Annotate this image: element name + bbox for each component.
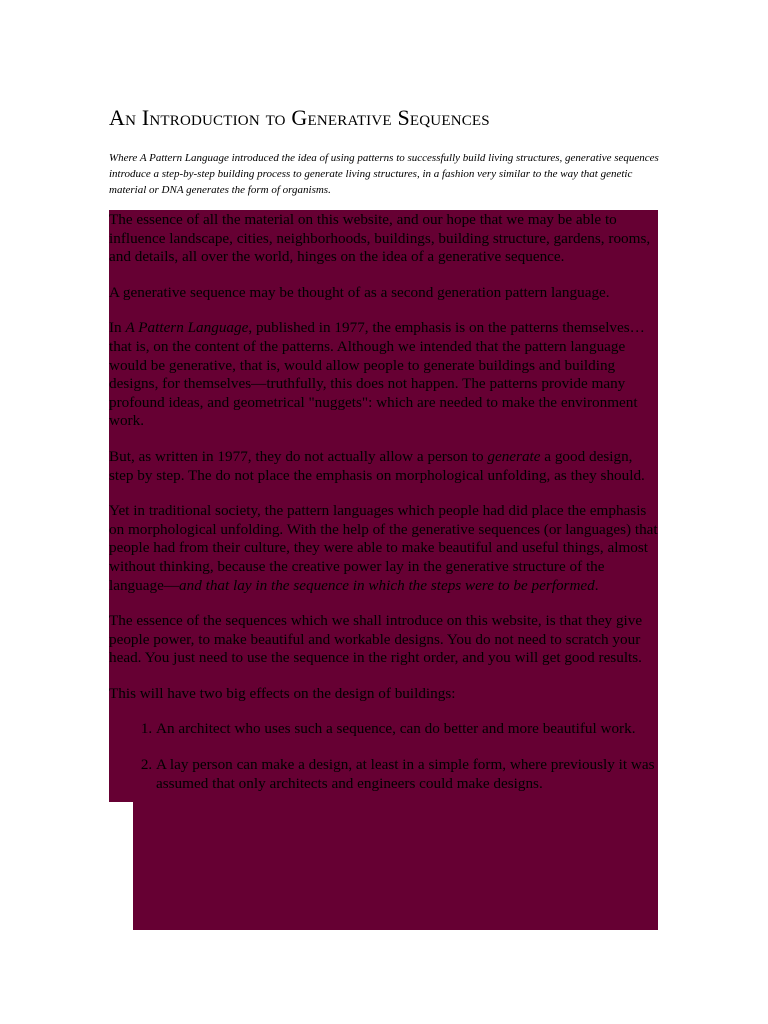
paragraph-1: The essence of all the material on this website, and our hope that we may be able to influence landscape, cities, neighborhoods, buildings, building structure, gardens, rooms, and details, all over the world, hinges on the idea of a generative sequence. xyxy=(109,211,651,266)
page-subtitle: Where A Pattern Language introduced the idea of using patterns to successfully build living structures, generative sequences introduce a step-by-step building process to generate living structures, in a fashion very similar to the way that genetic material or DNA generates the form of organisms. xyxy=(109,152,659,196)
paragraph-5 xyxy=(109,502,658,595)
list-indent-cutout xyxy=(109,802,133,930)
article-body xyxy=(109,211,658,810)
sequence-emphasis: and that lay in the sequence in which the steps were to be performed xyxy=(179,576,595,594)
paragraph-3-intro: In xyxy=(109,319,126,337)
paragraph-5-intro: Yet in traditional society, the pattern languages which people had did place the emphasis on morphological unfolding. With the help of the generative sequences (or languages) that people had from their culture, they were able to make beautiful and useful things, almost without thinking, because the creative power lay in the generative structure of the language— xyxy=(109,502,658,594)
paragraph-2: A generative sequence may be thought of as a second generation pattern language. xyxy=(109,283,610,301)
paragraph-5-end: . xyxy=(594,576,599,594)
list-item: 2. A lay person can make a design, at least in a simple form, where previously it was assumed that only architects and engineers could make designs. xyxy=(156,756,658,793)
effects-list xyxy=(109,720,658,793)
paragraph-6: The essence of the sequences which we shall introduce on this website, is that they give people power, to make beautiful and workable designs. You do not need to scratch your head. You just need to use the sequence in the right order, and you will get good results. xyxy=(109,612,643,667)
paragraph-4-text: a good design, step by step. The do not place the emphasis on morphological unfolding, as they should. xyxy=(109,447,645,484)
generate-emphasis: generate xyxy=(487,447,541,465)
list-item: 1. An architect who uses such a sequence, can do better and more beautiful work. xyxy=(156,720,658,739)
paragraph-7: This will have two big effects on the design of buildings: xyxy=(109,684,456,702)
paragraph-4-intro: But, as written in 1977, they do not actually allow a person to xyxy=(109,447,488,465)
book-title-emphasis: A Pattern Language xyxy=(125,319,249,337)
page-title: An Introduction to Generative Sequences xyxy=(109,105,490,130)
paragraph-4 xyxy=(109,448,658,485)
paragraph-3-text: , published in 1977, the emphasis is on the patterns themselves…that is, on the content of the patterns. Although we intended that the pattern language would be generative, that is, would allow people to generate buildings and building designs, for themselves—truthfully, this does not happen. The patterns provide many profound ideas, and geometrical "nuggets": which are needed to make the environment work. xyxy=(109,319,645,430)
paragraph-3 xyxy=(109,319,658,431)
